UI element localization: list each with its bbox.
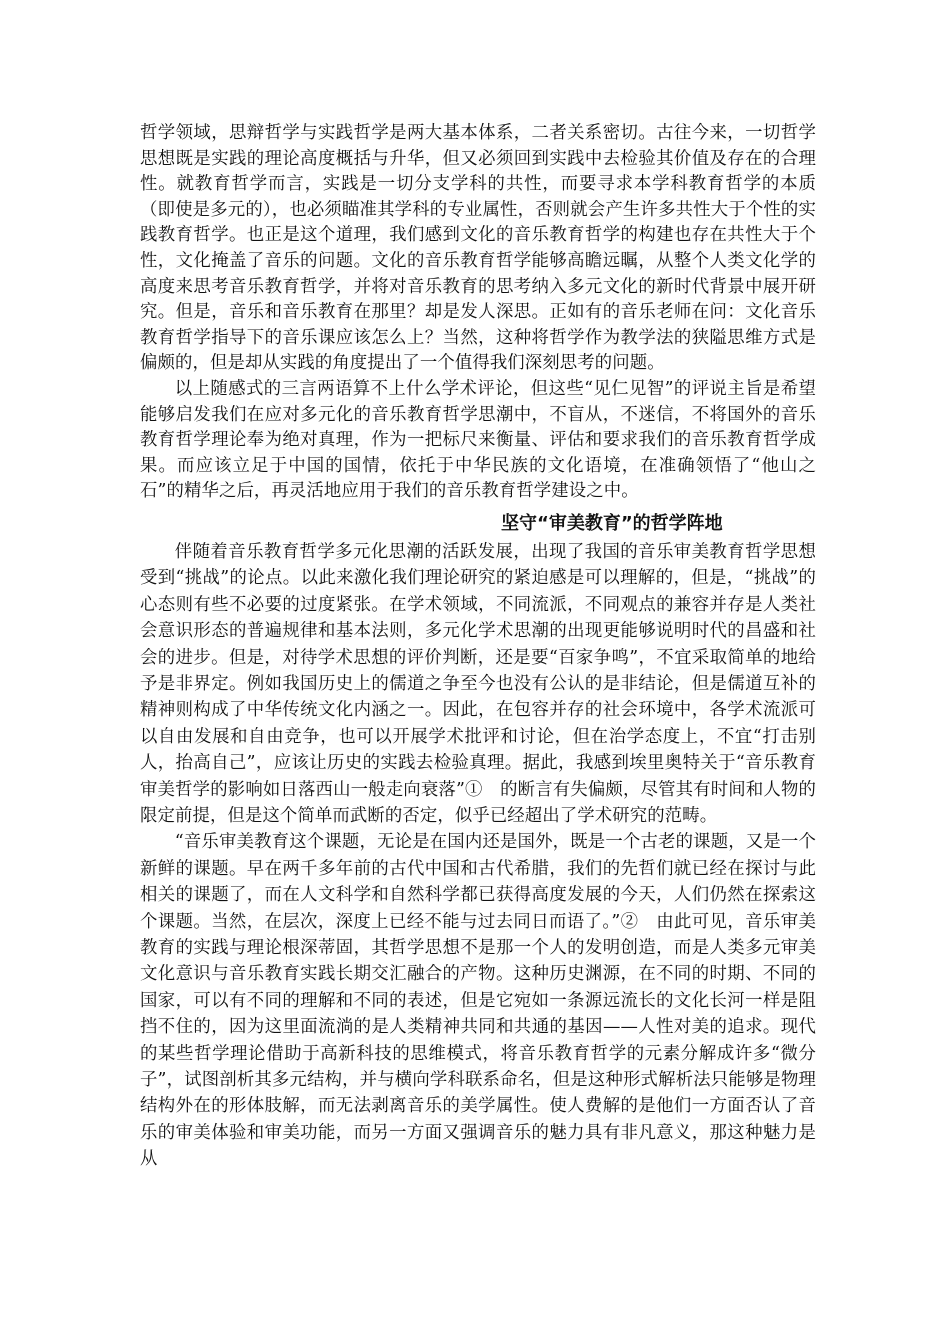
body-paragraph: 以上随感式的三言两语算不上什么学术评论，但这些“见仁见智”的评说主旨是希望能够启发我们在应对多元化的音乐教育哲学思潮中，不盲从，不迷信，不将国外的音乐教育哲学理论奉为绝对真理，作为一把标尺来衡量、评估和要求我们的音乐教育哲学成果。而应该立足于中国的国情，依托于中华民族的文化语境，在准确领悟了“他山之石”的精华之后，再灵活地应用于我们的音乐教育哲学建设之中。 — [140, 378, 816, 502]
body-paragraph-continued: 哲学领域，思辩哲学与实践哲学是两大基本体系，二者关系密切。古往今来，一切哲学思想既是实践的理论高度概括与升华，但又必须回到实践中去检验其价值及存在的合理性。就教育哲学而言，实践是一切分支学科的共性，而要寻求本学科教育哲学的本质（即使是多元的），也必须瞄准其学科的专业属性，否则就会产生许多共性大于个性的实践教育哲学。也正是这个道理，我们感到文化的音乐教育哲学的构建也存在共性大于个性，文化掩盖了音乐的问题。文化的音乐教育哲学能够高瞻远瞩，从整个人类文化学的高度来思考音乐教育哲学，并将对音乐教育的思考纳入多元文化的新时代背景中展开研究。但是，音乐和音乐教育在那里？却是发人深思。正如有的音乐老师在问：文化音乐教育哲学指导下的音乐课应该怎么上？当然，这种将哲学作为教学法的狭隘思维方式是偏颇的，但是却从实践的角度提出了一个值得我们深刻思考的问题。 — [140, 123, 816, 374]
section-heading: 坚守“审美教育”的哲学阵地 — [501, 512, 723, 534]
body-paragraph: “音乐审美教育这个课题，无论是在国内还是国外，既是一个古老的课题，又是一个新鲜的课题。早在两千多年前的古代中国和古代希腊，我们的先哲们就已经在探讨与此相关的课题了，而在人文科学和自然科学都已获得高度发展的今天，人们仍然在探索这个课题。当然，在层次，深度上已经不能与过去同日而语了。”② 由此可见，音乐审美教育的实践与理论根深蒂固，其哲学思想不是那一个人的发明创造，而是人类多元审美文化意识与音乐教育实践长期交汇融合的产物。这种历史渊源，在不同的时期、不同的国家，可以有不同的理解和不同的表述，但是它宛如一条源远流长的文化长河一样是阻挡不住的，因为这里面流淌的是人类精神共同和共通的基因——人性对美的追求。现代的某些哲学理论借助于高新科技的思维模式，将音乐教育哲学的元素分解成许多“微分子”，试图剖析其多元结构，并与横向学科联系命名，但是这种形式解析法只能够是物理结构外在的形体肢解，而无法剥离音乐的美学属性。使人费解的是他们一方面否认了音乐的审美体验和审美功能，而另一方面又强调音乐的魅力具有非凡意义，那这种魅力是从 — [140, 832, 816, 1170]
section-aesthetic-education — [140, 511, 816, 1173]
document-page — [140, 121, 816, 1173]
body-paragraph: 伴随着音乐教育哲学多元化思潮的活跃发展，出现了我国的音乐审美教育哲学思想受到“挑战”的论点。以此来激化我们理论研究的紧迫感是可以理解的，但是，“挑战”的心态则有些不必要的过度紧张。在学术领域，不同流派，不同观点的兼容并存是人类社会意识形态的普遍规律和基本法则，多元化学术思潮的出现更能够说明时代的昌盛和社会的进步。但是，对待学术思想的评价判断，还是要“百家争鸣”，不宜采取简单的地给予是非界定。例如我国历史上的儒道之争至今也没有公认的是非结论，但是儒道互补的精神则构成了中华传统文化内涵之一。因此，在包容并存的社会环境中，各学术流派可以自由发展和自由竞争，也可以开展学术批评和讨论，但在治学态度上，不宜“打击别人，抬高自己”，应该让历史的实践去检验真理。据此，我感到埃里奥特关于“音乐教育审美哲学的影响如日落西山一般走向衰落”① 的断言有失偏颇，尽管其有时间和人物的限定前提，但是这个简单而武断的否定，似乎已经超出了学术研究的范畴。 — [140, 541, 816, 826]
section-previous — [140, 121, 816, 505]
